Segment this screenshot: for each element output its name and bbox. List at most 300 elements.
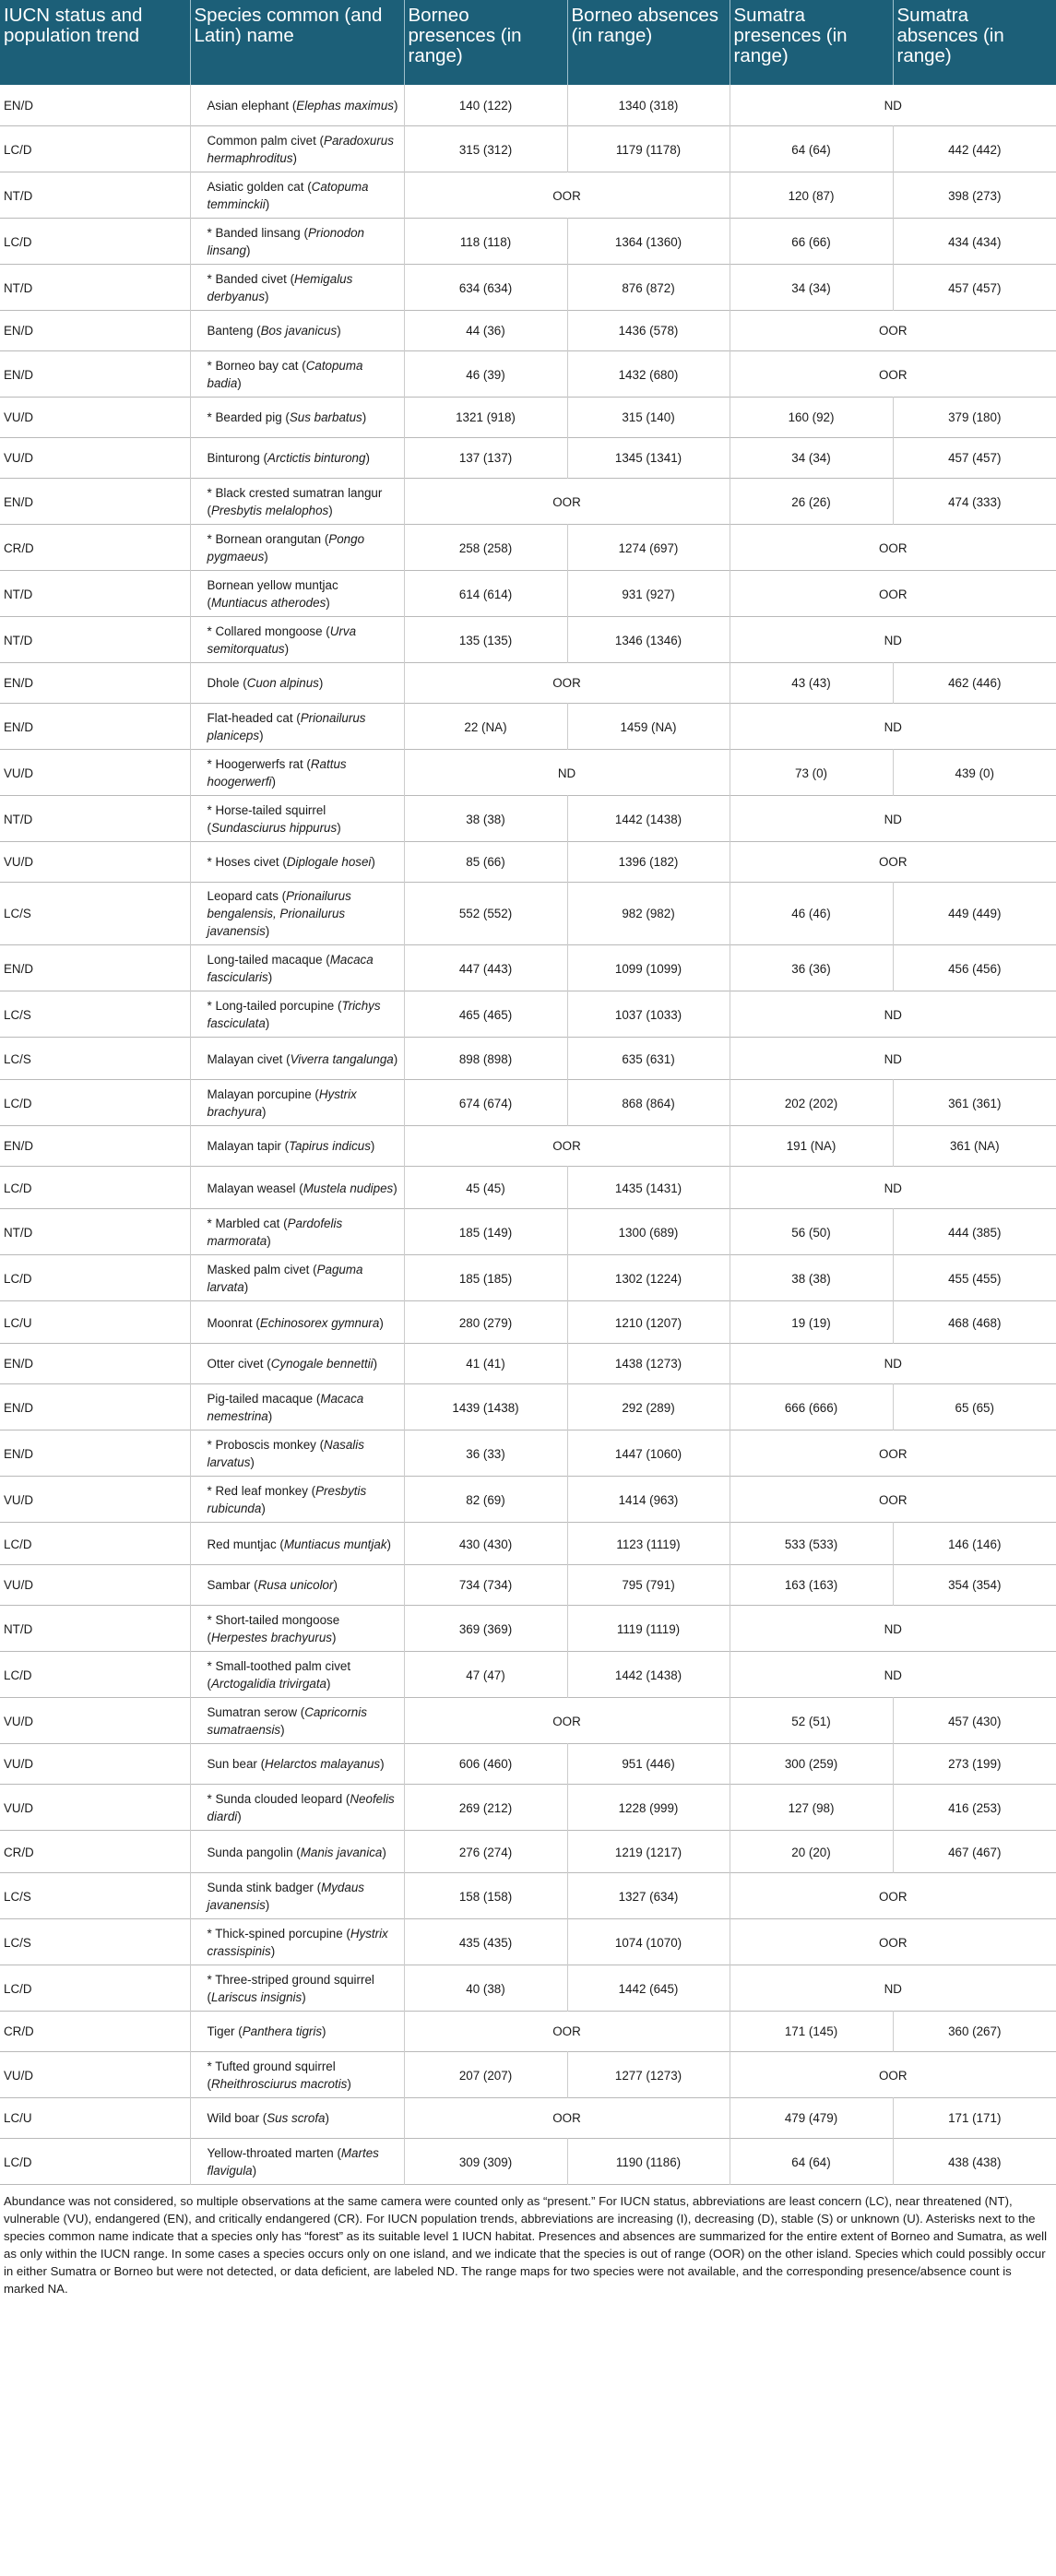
borneo-absences-cell: 1346 (1346) [567, 617, 730, 663]
iucn-status-cell: EN/D [4, 1357, 33, 1371]
forest-only-marker: * [207, 1217, 216, 1230]
common-name: Otter civet [207, 1357, 264, 1371]
species-name-cell: Banteng (Bos javanicus) [190, 311, 404, 351]
common-name: Collared mongoose [215, 624, 323, 638]
common-name: Sun bear [207, 1757, 257, 1771]
sumatra-status-cell: OOR [730, 525, 1056, 571]
species-name-cell: Pig-tailed macaque (Macaca nemestrina) [190, 1384, 404, 1430]
iucn-status-cell: NT/D [4, 1225, 33, 1240]
species-name-cell: Dhole (Cuon alpinus) [190, 663, 404, 704]
common-name: Banded civet [215, 272, 287, 286]
common-name: Black crested sumatran langur [215, 486, 383, 500]
borneo-presences-cell: 185 (185) [404, 1255, 567, 1301]
borneo-presences-cell: 158 (158) [404, 1873, 567, 1919]
table-row [0, 750, 1056, 796]
borneo-presences-cell: 137 (137) [404, 438, 567, 479]
species-name-cell: * Thick-spined porcupine (Hystrix crassispinis) [190, 1919, 404, 1965]
sumatra-status-cell: ND [730, 1038, 1056, 1080]
borneo-absences-cell: 1179 (1178) [567, 126, 730, 172]
iucn-status-cell: LC/S [4, 1935, 31, 1950]
latin-name: Sus scrofa [267, 2111, 326, 2125]
borneo-absences-cell: 1396 (182) [567, 842, 730, 883]
table-row [0, 991, 1056, 1038]
borneo-presences-cell: 38 (38) [404, 796, 567, 842]
forest-only-marker: * [207, 2060, 216, 2073]
sumatra-presences-cell: 34 (34) [730, 438, 893, 479]
species-name-cell: * Proboscis monkey (Nasalis larvatus) [190, 1430, 404, 1477]
common-name: Sambar [207, 1578, 251, 1592]
sumatra-presences-cell: 191 (NA) [730, 1126, 893, 1167]
borneo-presences-cell: 185 (149) [404, 1209, 567, 1255]
borneo-absences-cell: 1436 (578) [567, 311, 730, 351]
sumatra-presences-cell: 160 (92) [730, 398, 893, 438]
latin-name: Tapirus indicus [289, 1139, 371, 1153]
header-iucn-status: IUCN status and population trend [4, 5, 143, 46]
species-name-cell: * Hoogerwerfs rat (Rattus hoogerwerfi) [190, 750, 404, 796]
sumatra-presences-cell: 66 (66) [730, 219, 893, 265]
common-name: Hoogerwerfs rat [215, 757, 303, 771]
sumatra-absences-cell: 467 (467) [893, 1831, 1056, 1873]
iucn-status-cell: EN/D [4, 494, 33, 509]
sumatra-status-cell: OOR [730, 351, 1056, 398]
iucn-status-cell: EN/D [4, 324, 33, 338]
iucn-status-cell: NT/D [4, 188, 33, 203]
iucn-status-cell: EN/D [4, 367, 33, 382]
borneo-absences-cell: 1447 (1060) [567, 1430, 730, 1477]
borneo-presences-cell: 734 (734) [404, 1565, 567, 1606]
common-name: Dhole [207, 676, 240, 690]
sumatra-absences-cell: 442 (442) [893, 126, 1056, 172]
iucn-status-cell: LC/D [4, 142, 32, 157]
borneo-absences-cell: 1119 (1119) [567, 1606, 730, 1652]
header-borneo-presences: Borneo presences (in range) [404, 0, 567, 85]
borneo-presences-cell: 465 (465) [404, 991, 567, 1038]
borneo-status-cell: OOR [404, 663, 730, 704]
sumatra-absences-cell: 449 (449) [893, 883, 1056, 945]
borneo-presences-cell: 135 (135) [404, 617, 567, 663]
common-name: Banded linsang [215, 226, 301, 240]
latin-name: Presbytis rubicunda [207, 1484, 367, 1515]
sumatra-status-cell: OOR [730, 2052, 1056, 2098]
iucn-status-cell: NT/D [4, 633, 33, 647]
common-name: Moonrat [207, 1315, 253, 1330]
sumatra-absences-cell: 457 (430) [893, 1698, 1056, 1744]
iucn-status-cell: LC/S [4, 907, 31, 920]
iucn-status-cell: LC/S [4, 1007, 31, 1022]
common-name: Common palm civet [207, 134, 316, 148]
species-name-cell: Red muntjac (Muntiacus muntjak) [190, 1523, 404, 1565]
table-row [0, 1477, 1056, 1523]
common-name: Malayan weasel [207, 1181, 296, 1195]
latin-name: Prionodon linsang [207, 226, 365, 257]
sumatra-presences-cell: 202 (202) [730, 1080, 893, 1126]
sumatra-absences-cell: 146 (146) [893, 1523, 1056, 1565]
borneo-presences-cell: 207 (207) [404, 2052, 567, 2098]
table-row [0, 2052, 1056, 2098]
common-name: Asiatic golden cat [207, 180, 304, 194]
table-row [0, 1873, 1056, 1919]
iucn-status-cell: VU/D [4, 1714, 33, 1728]
forest-only-marker: * [207, 1927, 216, 1941]
latin-name: Pardofelis marmorata [207, 1217, 343, 1248]
table-row [0, 1523, 1056, 1565]
sumatra-absences-cell: 360 (267) [893, 2012, 1056, 2052]
table-row [0, 85, 1056, 126]
borneo-presences-cell: 22 (NA) [404, 704, 567, 750]
borneo-absences-cell: 982 (982) [567, 883, 730, 945]
borneo-absences-cell: 315 (140) [567, 398, 730, 438]
latin-name: Prionailurus planiceps [207, 711, 366, 742]
species-name-cell: Moonrat (Echinosorex gymnura) [190, 1301, 404, 1344]
iucn-status-cell: VU/D [4, 451, 33, 465]
borneo-presences-cell: 47 (47) [404, 1652, 567, 1698]
latin-name: Manis javanica [300, 1845, 383, 1859]
iucn-status-cell: LC/S [4, 1051, 31, 1066]
latin-name: Hystrix brachyura [207, 1087, 357, 1119]
sumatra-status-cell: OOR [730, 1919, 1056, 1965]
sumatra-absences-cell: 457 (457) [893, 438, 1056, 479]
borneo-absences-cell: 1302 (1224) [567, 1255, 730, 1301]
latin-name: Bos javanicus [260, 324, 338, 338]
borneo-status-cell: OOR [404, 2098, 730, 2139]
species-name-cell: Common palm civet (Paradoxurus hermaphroditus) [190, 126, 404, 172]
borneo-absences-cell: 1432 (680) [567, 351, 730, 398]
species-name-cell: Asiatic golden cat (Catopuma temminckii) [190, 172, 404, 219]
sumatra-presences-cell: 56 (50) [730, 1209, 893, 1255]
borneo-absences-cell: 1099 (1099) [567, 945, 730, 991]
latin-name: Catopuma temminckii [207, 180, 369, 211]
forest-only-marker: * [207, 624, 216, 638]
latin-name: Paradoxurus hermaphroditus [207, 134, 394, 165]
latin-name: Muntiacus muntjak [283, 1537, 387, 1551]
latin-name: Rattus hoogerwerfi [207, 757, 347, 789]
table-row [0, 1038, 1056, 1080]
latin-name: Sundasciurus hippurus [210, 821, 338, 835]
common-name: Flat-headed cat [207, 711, 293, 725]
sumatra-absences-cell: 457 (457) [893, 265, 1056, 311]
common-name: Binturong [207, 451, 260, 465]
borneo-absences-cell: 1438 (1273) [567, 1344, 730, 1384]
table-row [0, 1606, 1056, 1652]
latin-name: Presbytis melalophos [210, 504, 329, 517]
table-row [0, 1652, 1056, 1698]
borneo-presences-cell: 430 (430) [404, 1523, 567, 1565]
table-row [0, 1209, 1056, 1255]
borneo-absences-cell: 635 (631) [567, 1038, 730, 1080]
borneo-absences-cell: 1219 (1217) [567, 1831, 730, 1873]
forest-only-marker: * [207, 1438, 216, 1452]
borneo-absences-cell: 1345 (1341) [567, 438, 730, 479]
borneo-absences-cell: 1210 (1207) [567, 1301, 730, 1344]
borneo-status-cell: OOR [404, 1126, 730, 1167]
borneo-absences-cell: 1037 (1033) [567, 991, 730, 1038]
forest-only-marker: * [207, 226, 216, 240]
iucn-status-cell: VU/D [4, 1757, 33, 1771]
latin-name: Muntiacus atherodes [210, 596, 326, 610]
borneo-presences-cell: 85 (66) [404, 842, 567, 883]
common-name: Wild boar [207, 2111, 260, 2125]
species-name-cell: Malayan porcupine (Hystrix brachyura) [190, 1080, 404, 1126]
common-name: Thick-spined porcupine [215, 1927, 343, 1941]
common-name: Proboscis monkey [215, 1438, 316, 1452]
sumatra-absences-cell: 474 (333) [893, 479, 1056, 525]
forest-only-marker: * [207, 359, 216, 373]
common-name: Masked palm civet [207, 1263, 310, 1276]
borneo-presences-cell: 46 (39) [404, 351, 567, 398]
species-name-cell: Malayan tapir (Tapirus indicus) [190, 1126, 404, 1167]
borneo-absences-cell: 1364 (1360) [567, 219, 730, 265]
table-row [0, 945, 1056, 991]
species-name-cell: Tiger (Panthera tigris) [190, 2012, 404, 2052]
borneo-presences-cell: 1439 (1438) [404, 1384, 567, 1430]
iucn-status-cell: CR/D [4, 1845, 34, 1859]
borneo-presences-cell: 552 (552) [404, 883, 567, 945]
iucn-status-cell: VU/D [4, 2068, 33, 2083]
borneo-absences-cell: 1414 (963) [567, 1477, 730, 1523]
species-name-cell: Wild boar (Sus scrofa) [190, 2098, 404, 2139]
borneo-absences-cell: 292 (289) [567, 1384, 730, 1430]
table-row [0, 126, 1056, 172]
iucn-status-cell: EN/D [4, 1400, 33, 1415]
iucn-status-cell: NT/D [4, 1621, 33, 1636]
species-name-cell: * Black crested sumatran langur (Presbytis melalophos) [190, 479, 404, 525]
common-name: Marbled cat [215, 1217, 280, 1230]
table-row [0, 883, 1056, 945]
table-row [0, 398, 1056, 438]
borneo-presences-cell: 258 (258) [404, 525, 567, 571]
borneo-absences-cell: 1123 (1119) [567, 1523, 730, 1565]
forest-only-marker: * [207, 803, 216, 817]
latin-name: Mydaus javanensis [207, 1881, 364, 1912]
sumatra-presences-cell: 52 (51) [730, 1698, 893, 1744]
borneo-presences-cell: 36 (33) [404, 1430, 567, 1477]
forest-only-marker: * [207, 757, 216, 771]
sumatra-status-cell: ND [730, 1167, 1056, 1209]
table-row [0, 704, 1056, 750]
latin-name: Cuon alpinus [246, 676, 319, 690]
iucn-status-cell: LC/D [4, 1096, 32, 1110]
borneo-absences-cell: 1327 (634) [567, 1873, 730, 1919]
species-name-cell: * Collared mongoose (Urva semitorquatus) [190, 617, 404, 663]
borneo-absences-cell: 1228 (999) [567, 1785, 730, 1831]
borneo-presences-cell: 269 (212) [404, 1785, 567, 1831]
borneo-status-cell: ND [404, 750, 730, 796]
species-name-cell: * Three-striped ground squirrel (Lariscus insignis) [190, 1965, 404, 2012]
common-name: Long-tailed macaque [207, 953, 323, 967]
table-row [0, 1430, 1056, 1477]
table-row [0, 438, 1056, 479]
table-body [0, 85, 1056, 2185]
borneo-absences-cell: 931 (927) [567, 571, 730, 617]
table-row [0, 1301, 1056, 1344]
borneo-presences-cell: 634 (634) [404, 265, 567, 311]
common-name: Tufted ground squirrel [215, 2060, 336, 2073]
species-name-cell: Asian elephant (Elephas maximus) [190, 85, 404, 126]
borneo-presences-cell: 44 (36) [404, 311, 567, 351]
sumatra-status-cell: OOR [730, 1477, 1056, 1523]
iucn-status-cell: VU/D [4, 766, 33, 780]
species-name-cell: * Bornean orangutan (Pongo pygmaeus) [190, 525, 404, 571]
borneo-presences-cell: 140 (122) [404, 85, 567, 126]
forest-only-marker: * [207, 1659, 216, 1673]
sumatra-presences-cell: 163 (163) [730, 1565, 893, 1606]
sumatra-status-cell: OOR [730, 842, 1056, 883]
common-name: Pig-tailed macaque [207, 1392, 314, 1406]
sumatra-status-cell: OOR [730, 1430, 1056, 1477]
latin-name: Sus barbatus [289, 410, 362, 424]
latin-name: Rheithrosciurus macrotis [210, 2077, 348, 2091]
iucn-status-cell: LC/D [4, 2155, 32, 2169]
sumatra-absences-cell: 273 (199) [893, 1744, 1056, 1785]
sumatra-presences-cell: 43 (43) [730, 663, 893, 704]
table-row [0, 1744, 1056, 1785]
table-row [0, 265, 1056, 311]
borneo-presences-cell: 447 (443) [404, 945, 567, 991]
borneo-absences-cell: 1435 (1431) [567, 1167, 730, 1209]
iucn-status-cell: LC/D [4, 1537, 32, 1551]
species-name-cell: Sunda pangolin (Manis javanica) [190, 1831, 404, 1873]
common-name: Tiger [207, 2024, 235, 2038]
latin-name: Mustela nudipes [303, 1181, 394, 1195]
iucn-status-cell: VU/D [4, 1800, 33, 1815]
sumatra-presences-cell: 120 (87) [730, 172, 893, 219]
borneo-presences-cell: 280 (279) [404, 1301, 567, 1344]
sumatra-presences-cell: 64 (64) [730, 126, 893, 172]
borneo-presences-cell: 606 (460) [404, 1744, 567, 1785]
iucn-status-cell: VU/D [4, 855, 33, 869]
borneo-absences-cell: 1459 (NA) [567, 704, 730, 750]
latin-name: Arctictis binturong [267, 451, 366, 465]
table-footnote: Abundance was not considered, so multiple observations at the same camera were counted only as “present.” For IUCN status, abbreviations are least concern (LC), near threatened (NT), vulnerable (VU), endangered (EN), and critically endangered (CR). For IUCN population trends, abbreviations are increasing (I), decreasing (D), stable (S) or unknown (U). Asterisks next to the species common name indicate that a species only has “forest” as its suitable level 1 IUCN habitat. Presences and absences are summarized for the entire extent of Borneo and Sumatra, as well as only within the IUCN range. In some cases a species occurs only on one island, and we indicate that the species is out of range (OOR) on the other island. Species which could possibly occur in either Sumatra or Borneo but were not detected, or data deficient, are labeled ND. The range maps for two species were not available, and the corresponding presence/absence count is marked NA. [4, 2194, 1048, 2296]
sumatra-presences-cell: 64 (64) [730, 2139, 893, 2185]
sumatra-status-cell: ND [730, 1344, 1056, 1384]
borneo-presences-cell: 435 (435) [404, 1919, 567, 1965]
common-name: Sumatran serow [207, 1705, 297, 1719]
species-name-cell: Otter civet (Cynogale bennettii) [190, 1344, 404, 1384]
latin-name: Echinosorex gymnura [259, 1315, 380, 1330]
borneo-status-cell: OOR [404, 172, 730, 219]
latin-name: Arctogalidia trivirgata [210, 1677, 327, 1691]
sumatra-presences-cell: 38 (38) [730, 1255, 893, 1301]
iucn-status-cell: EN/D [4, 1139, 33, 1153]
species-name-cell: Leopard cats (Prionailurus bengalensis, Prionailurus javanensis) [190, 883, 404, 945]
iucn-status-cell: LC/D [4, 1271, 32, 1286]
borneo-presences-cell: 118 (118) [404, 219, 567, 265]
latin-name: Neofelis diardi [207, 1792, 395, 1823]
iucn-status-cell: LC/U [4, 2111, 32, 2125]
header-sumatra-presences: Sumatra presences (in range) [730, 0, 893, 85]
sumatra-presences-cell: 300 (259) [730, 1744, 893, 1785]
latin-name: Prionailurus bengalensis, Prionailurus javanensis [207, 889, 351, 938]
borneo-presences-cell: 40 (38) [404, 1965, 567, 2012]
iucn-status-cell: LC/D [4, 234, 32, 249]
common-name: Malayan tapir [207, 1139, 281, 1153]
sumatra-absences-cell: 361 (361) [893, 1080, 1056, 1126]
species-name-cell: * Bearded pig (Sus barbatus) [190, 398, 404, 438]
table-row [0, 571, 1056, 617]
header-sumatra-absences: Sumatra absences (in range) [893, 0, 1056, 85]
borneo-presences-cell: 276 (274) [404, 1831, 567, 1873]
iucn-status-cell: CR/D [4, 2024, 34, 2038]
species-name-cell: * Sunda clouded leopard (Neofelis diardi) [190, 1785, 404, 1831]
forest-only-marker: * [207, 532, 216, 546]
sumatra-absences-cell: 171 (171) [893, 2098, 1056, 2139]
sumatra-absences-cell: 438 (438) [893, 2139, 1056, 2185]
latin-name: Hemigalus derbyanus [207, 272, 353, 303]
borneo-status-cell: OOR [404, 1698, 730, 1744]
species-name-cell: Bornean yellow muntjac (Muntiacus atherodes) [190, 571, 404, 617]
forest-only-marker: * [207, 410, 216, 424]
table-row [0, 172, 1056, 219]
common-name: Yellow-throated marten [207, 2146, 334, 2160]
sumatra-absences-cell: 354 (354) [893, 1565, 1056, 1606]
table-row [0, 1344, 1056, 1384]
common-name: Red muntjac [207, 1537, 277, 1551]
species-name-cell: * Banded civet (Hemigalus derbyanus) [190, 265, 404, 311]
borneo-absences-cell: 1274 (697) [567, 525, 730, 571]
species-name-cell: Malayan civet (Viverra tangalunga) [190, 1038, 404, 1080]
sumatra-absences-cell: 361 (NA) [893, 1126, 1056, 1167]
borneo-absences-cell: 1442 (645) [567, 1965, 730, 2012]
common-name: Small-toothed palm civet [215, 1659, 351, 1673]
borneo-presences-cell: 82 (69) [404, 1477, 567, 1523]
species-name-cell: Sun bear (Helarctos malayanus) [190, 1744, 404, 1785]
sumatra-absences-cell: 462 (446) [893, 663, 1056, 704]
species-name-cell: Yellow-throated marten (Martes flavigula) [190, 2139, 404, 2185]
forest-only-marker: * [207, 999, 216, 1013]
sumatra-status-cell: OOR [730, 311, 1056, 351]
sumatra-status-cell: ND [730, 991, 1056, 1038]
sumatra-status-cell: ND [730, 85, 1056, 126]
iucn-status-cell: EN/D [4, 961, 33, 976]
borneo-presences-cell: 614 (614) [404, 571, 567, 617]
latin-name: Trichys fasciculata [207, 999, 381, 1030]
table-row [0, 351, 1056, 398]
table-row [0, 1965, 1056, 2012]
common-name: Red leaf monkey [215, 1484, 308, 1498]
sumatra-absences-cell: 398 (273) [893, 172, 1056, 219]
species-name-cell: Malayan weasel (Mustela nudipes) [190, 1167, 404, 1209]
species-name-cell: Sunda stink badger (Mydaus javanensis) [190, 1873, 404, 1919]
common-name: Borneo bay cat [215, 359, 299, 373]
latin-name: Macaca nemestrina [207, 1392, 364, 1423]
common-name: Horse-tailed squirrel [215, 803, 326, 817]
sumatra-presences-cell: 533 (533) [730, 1523, 893, 1565]
sumatra-status-cell: ND [730, 1606, 1056, 1652]
iucn-status-cell: CR/D [4, 540, 34, 555]
sumatra-absences-cell: 444 (385) [893, 1209, 1056, 1255]
forest-only-marker: * [207, 1792, 216, 1806]
latin-name: Capricornis sumatraensis [207, 1705, 367, 1737]
sumatra-presences-cell: 20 (20) [730, 1831, 893, 1873]
sumatra-absences-cell: 434 (434) [893, 219, 1056, 265]
table-row [0, 2098, 1056, 2139]
latin-name: Helarctos malayanus [265, 1757, 381, 1771]
common-name: Sunda clouded leopard [215, 1792, 343, 1806]
latin-name: Viverra tangalunga [290, 1051, 394, 1066]
iucn-status-cell: EN/D [4, 676, 33, 690]
sumatra-status-cell: ND [730, 1965, 1056, 2012]
iucn-status-cell: LC/D [4, 1668, 32, 1682]
common-name: Bornean orangutan [215, 532, 322, 546]
common-name: Three-striped ground squirrel [215, 1973, 374, 1987]
forest-only-marker: * [207, 1613, 216, 1627]
sumatra-presences-cell: 127 (98) [730, 1785, 893, 1831]
table-row [0, 1831, 1056, 1873]
latin-name: Paguma larvata [207, 1263, 363, 1294]
forest-only-marker: * [207, 855, 216, 869]
borneo-presences-cell: 45 (45) [404, 1167, 567, 1209]
